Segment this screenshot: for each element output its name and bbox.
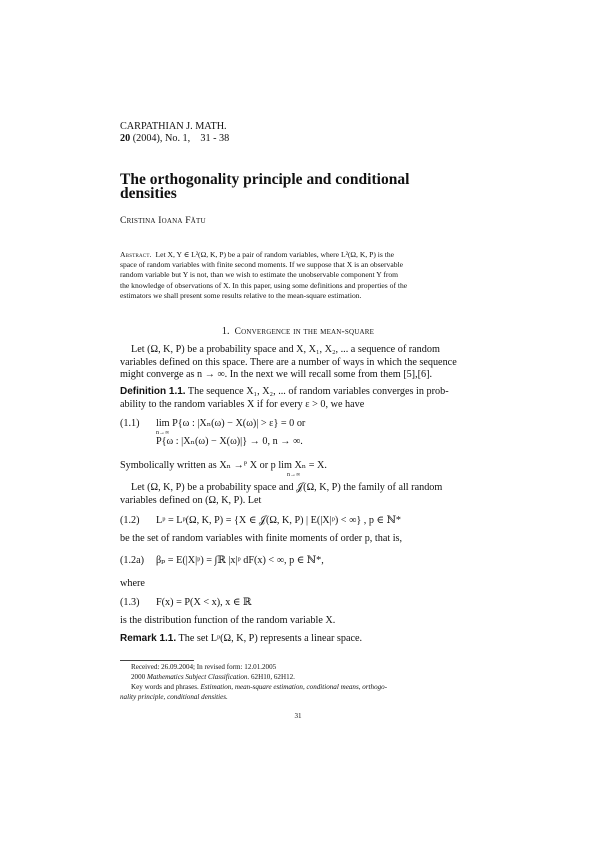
journal-issue: [120, 133, 229, 146]
abstract-text-1: Let X, Y ∈ L²(Ω, K, P) be a pair of random variables, where L²(Ω, K, P) is the: [155, 250, 395, 259]
after-equation-1-3: is the distribution function of the random variable X.: [120, 615, 336, 626]
paragraph-2: [120, 482, 476, 507]
equation-1-3-number: (1.3): [120, 597, 140, 608]
footnote-received: Received: 26.09.2004; In revised form: 12.01.2005: [131, 663, 277, 671]
equation-1-3-body: F(x) = P(X < x), x ∈ ℝ: [156, 597, 252, 608]
definition-label: Definition 1.1.: [120, 386, 186, 397]
definition-line-1: [120, 386, 476, 399]
footnote-rule: [120, 660, 194, 661]
remark-label: Remark 1.1.: [120, 633, 177, 644]
paper-title-line-2: densities: [120, 185, 177, 202]
section-title: Convergence in the mean-square: [234, 327, 375, 337]
abstract-line-5: estimators we shall present some results relative to the mean-square estimation.: [120, 290, 362, 300]
paragraph-1: [120, 344, 476, 382]
where-text: where: [120, 578, 145, 589]
journal-issue-info: (2004), No. 1, 31 - 38: [130, 133, 230, 144]
footnote-msc-codes: 62H10, 62H12.: [249, 673, 295, 681]
paragraph-2-line-2: variables defined on (Ω, K, P). Let: [120, 494, 262, 506]
symbolic-notation: Symbolically written as Xₙ →ᴾ X or p lim Xₙ = X.: [120, 460, 327, 471]
abstract-label: Abstract.: [120, 250, 152, 259]
footnote-msc-label: Mathematics Subject Classification.: [146, 673, 250, 681]
paragraph-1-line-1: Let (Ω, K, P) be a probability space and X, X₁, X₂, ... a sequence of random: [131, 344, 440, 355]
definition-1-1: [120, 386, 476, 411]
abstract-line-3: random variable but Y is not, than we wish to estimate the unobservable component Y from: [120, 270, 399, 280]
remark-1-1: [120, 633, 362, 646]
equation-1-1-line-1: lim P{ω : |Xₙ(ω) − X(ω)| > ε} = 0 or: [156, 418, 306, 429]
paragraph-1-line-2: variables defined on this space. There are a number of ways in which the sequence: [120, 356, 457, 368]
author-name: Cristina Ioana Fătu: [120, 215, 206, 226]
footnote-keywords-prefix: Key words and phrases.: [131, 683, 199, 691]
equation-1-2a: [120, 555, 324, 568]
footnote-keywords-line-1: [131, 683, 387, 693]
symbolic-limit-sub: n→∞: [287, 472, 301, 478]
definition-line-2: ability to the random variables X if for every ε > 0, we have: [120, 398, 365, 410]
abstract-line-2: space of random variables with finite second moments. If we suppose that X is an observable: [120, 260, 404, 270]
paper-title-line-1: The orthogonality principle and conditional: [120, 171, 410, 188]
definition-text-1: The sequence X₁, X₂, ... of random variables converges in prob-: [185, 386, 449, 397]
after-equation-1-2: be the set of random variables with finite moments of order p, that is,: [120, 533, 403, 544]
equation-1-2-body: Lᵖ = Lᵖ(Ω, K, P) = {X ∈ 𝒥(Ω, K, P) | E(|X|ᵖ) < ∞} , p ∈ ℕ*: [156, 515, 402, 526]
abstract-line-4: the knowledge of observations of X. In this paper, using some definitions and properties of the: [120, 280, 408, 290]
equation-1-2-number: (1.2): [120, 515, 140, 526]
section-heading: [120, 326, 476, 339]
footnote-msc-prefix: 2000: [131, 673, 147, 681]
equation-1-1-number: (1.1): [120, 418, 140, 429]
abstract: [120, 250, 476, 301]
footnote-keywords-line-2: nality principle, conditional densities.: [120, 693, 228, 701]
abstract-line-1: [120, 250, 476, 260]
equation-1-2a-body: βₚ = E(|X|ᵖ) = ∫ℝ |x|ᵖ dF(x) < ∞, p ∈ ℕ*,: [156, 555, 324, 566]
equation-1-1-line-2: P{ω : |Xₙ(ω) − X(ω)|} → 0, n → ∞.: [156, 436, 303, 447]
journal-volume: 20: [120, 133, 131, 144]
remark-text: The set Lᵖ(Ω, K, P) represents a linear space.: [176, 633, 363, 644]
footnote-msc: [131, 673, 295, 683]
equation-1-1-limit-sub: n→∞: [156, 430, 170, 436]
equation-1-3: [120, 597, 251, 610]
equation-1-1: [120, 418, 305, 431]
paragraph-1-line-3: might converge as n → ∞. In the next we will recall some from them [5],[6].: [120, 369, 433, 381]
page-number: 31: [294, 712, 302, 720]
equation-1-2: [120, 515, 401, 528]
section-number: 1.: [221, 326, 230, 337]
footnote-keywords-1: Estimation, mean-square estimation, conditional means, orthogo-: [198, 683, 388, 691]
paragraph-2-line-1: Let (Ω, K, P) be a probability space and 𝒥(Ω, K, P) the family of all random: [131, 482, 443, 493]
journal-name: CARPATHIAN J. MATH.: [120, 121, 227, 132]
equation-1-2a-number: (1.2a): [120, 555, 145, 566]
